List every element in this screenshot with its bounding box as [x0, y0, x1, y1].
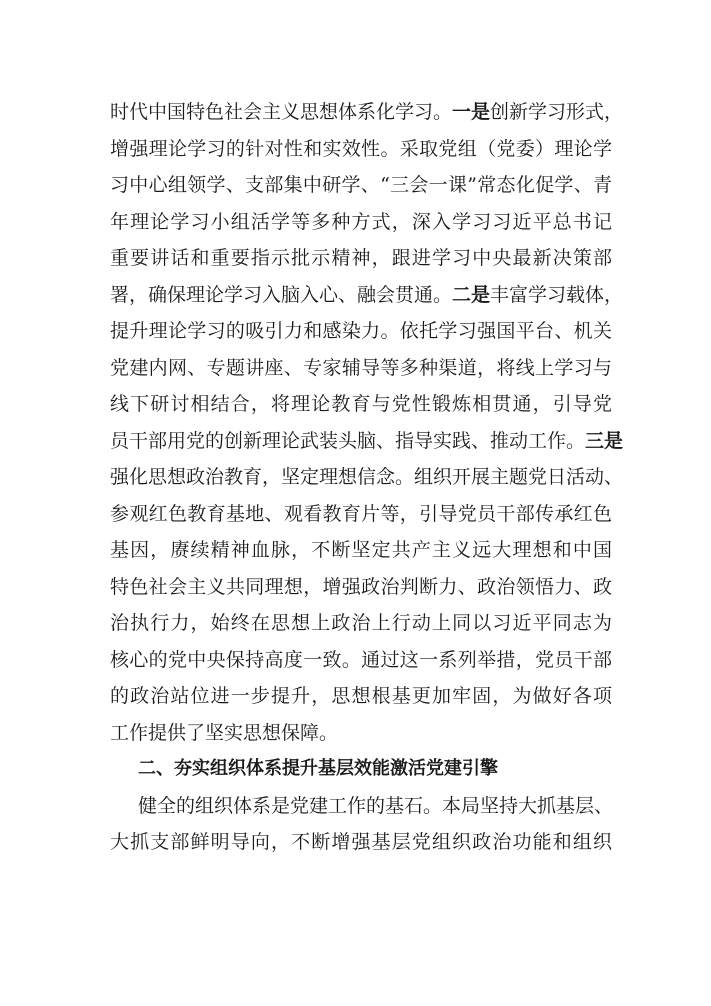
paragraph-line: 治执行力，始终在思想上政治上行动上同以习近平同志为: [110, 612, 612, 634]
paragraph-line: [110, 423, 624, 460]
paragraph-line: 线下研讨相结合，将理论教育与党性锻炼相贯通，引导党: [110, 393, 612, 415]
paragraph-line: 重要讲话和重要指示批示精神，跟进学习中央最新决策部: [110, 247, 612, 269]
paragraph-line: 习中心组领学、支部集中研学、“三会一课”常态化促学、青: [110, 174, 612, 196]
paragraph-line: [110, 94, 624, 131]
text-run: 创新学习形式，: [490, 101, 624, 123]
bold-marker: 三是: [585, 429, 624, 452]
paragraph-line: 参观红色教育基地、观看教育片等，引导党员干部传承红色: [110, 502, 612, 525]
paragraph-line: 强化思想政治教育，坚定理想信念。组织开展主题党日活动、: [110, 466, 624, 488]
paragraph-line: 党建内网、专题讲座、专家辅导等多种渠道，将线上学习与: [110, 356, 612, 379]
text-run: 署，确保理论学习入脑入心、融会贯通。: [110, 283, 453, 306]
paragraph-line: 的政治站位进一步提升，思想根基更加牢固，为做好各项: [110, 685, 612, 707]
bold-marker: 二是: [452, 283, 491, 306]
paragraph-line: 基因，赓续精神血脉，不断坚定共产主义远大理想和中国: [110, 539, 612, 561]
paragraph-line: 工作提供了坚实思想保障。: [110, 721, 339, 744]
paragraph-line: 核心的党中央保持高度一致。通过这一系列举措，党员干部: [110, 648, 612, 671]
paragraph-line: 健全的组织体系是党建工作的基石。本局坚持大抓基层、: [138, 794, 614, 817]
text-run: 丰富学习载体，: [490, 283, 624, 306]
paragraph-line: 特色社会主义共同理想，增强政治判断力、政治领悟力、政: [110, 575, 612, 598]
text-run: 员干部用党的创新理论武装头脑、指导实践、推动工作。: [110, 429, 586, 452]
document-body: [110, 94, 624, 861]
paragraph-line: 大抓支部鲜明导向，不断增强基层党组织政治功能和组织: [110, 831, 612, 853]
bold-marker: 一是: [452, 101, 491, 123]
paragraph-line: 年理论学习小组活学等多种方式，深入学习习近平总书记: [110, 210, 612, 233]
section-heading: 二、夯实组织体系提升基层效能激活党建引擎: [138, 758, 498, 779]
paragraph-line: [110, 277, 624, 314]
paragraph-line: 增强理论学习的针对性和实效性。采取党组（党委）理论学: [110, 137, 612, 160]
text-run: 时代中国特色社会主义思想体系化学习。: [110, 101, 453, 123]
paragraph-line: 提升理论学习的吸引力和感染力。依托学习强国平台、机关: [110, 320, 612, 342]
